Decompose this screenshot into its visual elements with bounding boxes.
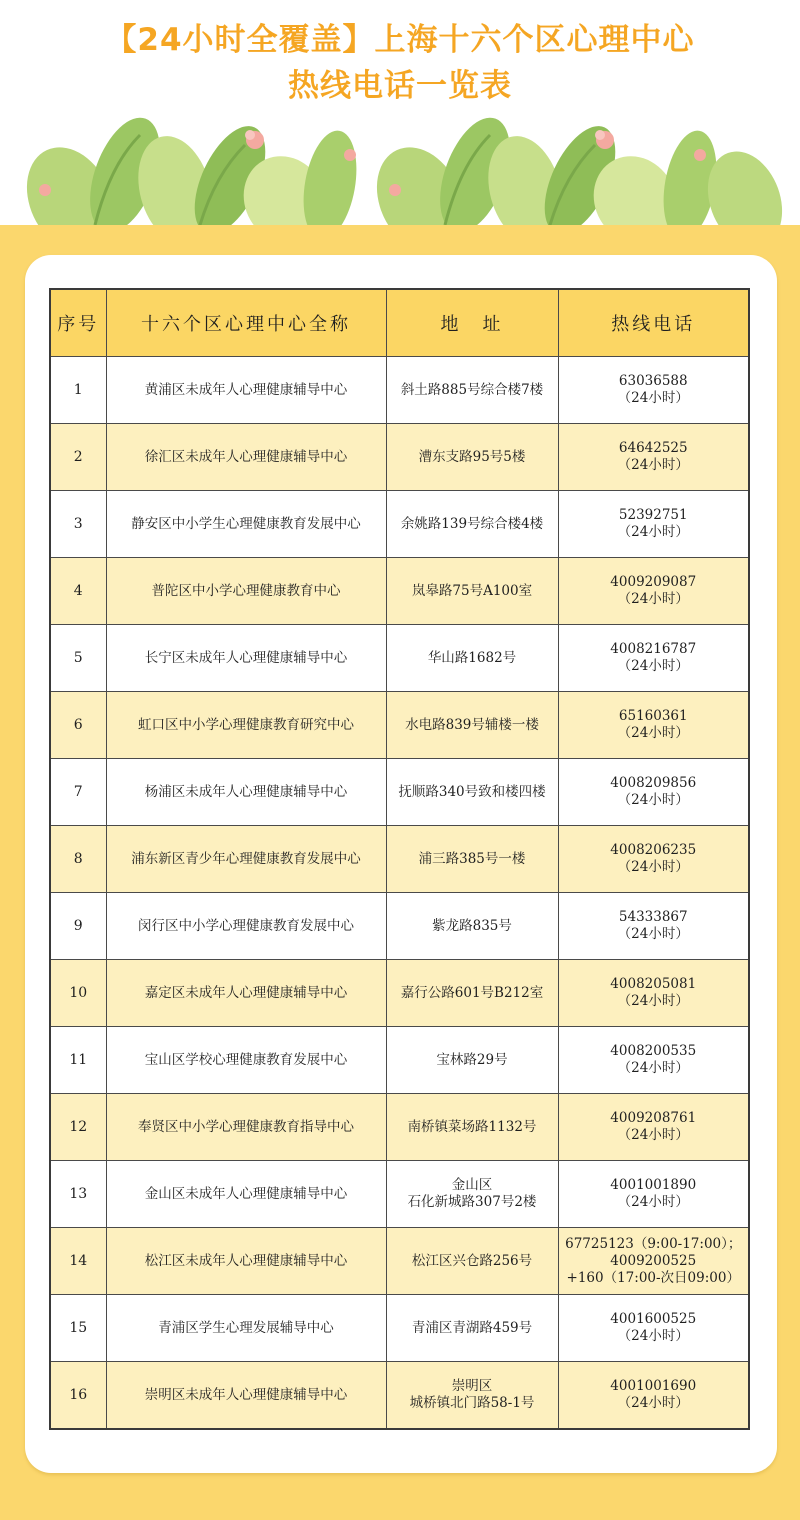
address-line: 青浦区青湖路459号 (411, 1319, 533, 1336)
center-name-cell: 宝山区学校心理健康教育发展中心 (106, 1027, 386, 1094)
center-name-cell: 闵行区中小学心理健康教育发展中心 (106, 893, 386, 960)
address-cell (386, 1161, 558, 1228)
column-header-hotline: 热线电话 (558, 289, 749, 357)
hotline-line: 4008205081 (610, 976, 697, 992)
table-row (50, 491, 749, 558)
row-number: 16 (50, 1362, 106, 1430)
hotline-line: 4008209856 (610, 775, 697, 791)
address-cell (386, 1094, 558, 1161)
hotline-line: 4001600525 (610, 1311, 697, 1327)
table-row (50, 1228, 749, 1295)
hotline-line: 67725123（9:00-17:00）； (565, 1235, 742, 1252)
center-name-cell: 普陀区中小学心理健康教育中心 (106, 558, 386, 625)
row-number: 10 (50, 960, 106, 1027)
center-name-cell: 崇明区未成年人心理健康辅导中心 (106, 1362, 386, 1430)
row-number: 7 (50, 759, 106, 826)
center-name-cell: 嘉定区未成年人心理健康辅导中心 (106, 960, 386, 1027)
hotline-line: 52392751 (618, 507, 688, 523)
address-line: 南桥镇菜场路1132号 (407, 1118, 537, 1135)
address-line: 宝林路29号 (436, 1051, 508, 1068)
table-row (50, 1027, 749, 1094)
address-cell (386, 893, 558, 960)
row-number: 3 (50, 491, 106, 558)
hotline-line: 4009200525 (610, 1252, 697, 1269)
table-row (50, 1362, 749, 1430)
address-cell (386, 558, 558, 625)
hotline-line: 4009209087 (610, 574, 697, 590)
hotline-line: +160（17:00-次日09:00） (566, 1269, 740, 1286)
table-row (50, 1295, 749, 1362)
hotline-line: （24小时） (617, 926, 689, 942)
row-number: 5 (50, 625, 106, 692)
hotline-line: （24小时） (617, 792, 689, 808)
center-name-cell: 虹口区中小学心理健康教育研究中心 (106, 692, 386, 759)
address-line: 岚皋路75号A100室 (411, 582, 533, 599)
hotline-cell (558, 826, 749, 893)
hotline-line: 54333867 (618, 909, 688, 925)
center-name-cell: 浦东新区青少年心理健康教育发展中心 (106, 826, 386, 893)
table-row (50, 893, 749, 960)
hotline-cell (558, 357, 749, 424)
table-row (50, 424, 749, 491)
hotline-cell (558, 1295, 749, 1362)
hotline-line: 63036588 (618, 373, 688, 389)
row-number: 12 (50, 1094, 106, 1161)
address-line: 松江区兴仓路256号 (411, 1252, 533, 1269)
address-cell (386, 1027, 558, 1094)
hotline-line: （24小时） (617, 1194, 689, 1210)
hotline-cell (558, 893, 749, 960)
center-name-cell: 金山区未成年人心理健康辅导中心 (106, 1161, 386, 1228)
hotline-line: （24小时） (617, 993, 689, 1009)
hotline-line: （24小时） (617, 390, 689, 406)
hotline-cell (558, 759, 749, 826)
address-cell (386, 424, 558, 491)
row-number: 14 (50, 1228, 106, 1295)
row-number: 2 (50, 424, 106, 491)
hotline-line: 4008216787 (610, 641, 697, 657)
address-line: 嘉行公路601号B212室 (400, 984, 544, 1001)
hotline-cell (558, 960, 749, 1027)
hotline-cell (558, 558, 749, 625)
center-name-cell: 静安区中小学生心理健康教育发展中心 (106, 491, 386, 558)
hotline-cell (558, 424, 749, 491)
address-line: 斜土路885号综合楼7楼 (400, 381, 544, 398)
hotline-cell (558, 1027, 749, 1094)
column-header-address: 地 址 (386, 289, 558, 357)
hotline-line: 4001001690 (610, 1378, 697, 1394)
row-number: 4 (50, 558, 106, 625)
row-number: 8 (50, 826, 106, 893)
address-line: 抚顺路340号致和楼四楼 (398, 783, 546, 800)
hotline-cell (558, 491, 749, 558)
hotline-cell (558, 1094, 749, 1161)
address-cell (386, 1295, 558, 1362)
hotline-line: （24小时） (617, 859, 689, 875)
hotline-table (49, 288, 750, 1430)
column-header-number: 序号 (50, 289, 106, 357)
address-line: 浦三路385号一楼 (418, 850, 526, 867)
hotline-line: （24小时） (617, 1328, 689, 1344)
row-number: 11 (50, 1027, 106, 1094)
address-line: 漕东支路95号5楼 (418, 448, 526, 465)
row-number: 9 (50, 893, 106, 960)
row-number: 13 (50, 1161, 106, 1228)
table-body (50, 357, 749, 1430)
hotline-line: 65160361 (618, 708, 688, 724)
address-line: 石化新城路307号2楼 (407, 1194, 537, 1210)
hotline-line: （24小时） (617, 457, 689, 473)
hotline-cell (558, 625, 749, 692)
table-row (50, 692, 749, 759)
page-title: 【24小时全覆盖】上海十六个区心理中心 (105, 22, 695, 58)
center-name-cell: 长宁区未成年人心理健康辅导中心 (106, 625, 386, 692)
row-number: 6 (50, 692, 106, 759)
address-line: 紫龙路835号 (432, 917, 512, 934)
hotline-line: 4008206235 (610, 842, 697, 858)
hotline-cell (558, 1161, 749, 1228)
hotline-line: 4009208761 (610, 1110, 697, 1126)
hotline-cell (558, 1362, 749, 1430)
hotline-line: （24小时） (617, 524, 689, 540)
table-row (50, 826, 749, 893)
hotline-cell (558, 692, 749, 759)
hotline-line: （24小时） (617, 1127, 689, 1143)
address-line: 城桥镇北门路58-1号 (409, 1395, 535, 1411)
address-cell (386, 759, 558, 826)
address-cell (386, 1228, 558, 1295)
center-name-cell: 奉贤区中小学心理健康教育指导中心 (106, 1094, 386, 1161)
center-name-cell: 黄浦区未成年人心理健康辅导中心 (106, 357, 386, 424)
address-cell (386, 826, 558, 893)
table-row (50, 625, 749, 692)
center-name-cell: 青浦区学生心理发展辅导中心 (106, 1295, 386, 1362)
header-banner (0, 0, 800, 225)
hotline-line: 64642525 (618, 440, 688, 456)
address-cell (386, 491, 558, 558)
center-name-cell: 徐汇区未成年人心理健康辅导中心 (106, 424, 386, 491)
table-row (50, 1161, 749, 1228)
row-number: 1 (50, 357, 106, 424)
hotline-line: （24小时） (617, 725, 689, 741)
center-name-cell: 杨浦区未成年人心理健康辅导中心 (106, 759, 386, 826)
address-line: 水电路839号辅楼一楼 (405, 716, 539, 733)
table-row (50, 960, 749, 1027)
table-row (50, 759, 749, 826)
hotline-cell (558, 1228, 749, 1295)
center-name-cell: 松江区未成年人心理健康辅导中心 (106, 1228, 386, 1295)
table-row (50, 357, 749, 424)
address-line: 金山区 (451, 1177, 493, 1193)
row-number: 15 (50, 1295, 106, 1362)
page-subtitle: 热线电话一览表 (288, 68, 512, 104)
hotline-line: 4001001890 (610, 1177, 697, 1193)
address-cell (386, 960, 558, 1027)
hotline-line: （24小时） (617, 1395, 689, 1411)
address-cell (386, 357, 558, 424)
address-line: 余姚路139号综合楼4楼 (400, 515, 544, 532)
column-header-center-name: 十六个区心理中心全称 (106, 289, 386, 357)
address-cell (386, 1362, 558, 1430)
address-line: 崇明区 (451, 1378, 493, 1394)
hotline-line: （24小时） (617, 591, 689, 607)
hotline-line: （24小时） (617, 658, 689, 674)
table-header-row (50, 289, 749, 357)
address-line: 华山路1682号 (427, 649, 517, 666)
address-cell (386, 692, 558, 759)
hotline-line: 4008200535 (610, 1043, 697, 1059)
address-cell (386, 625, 558, 692)
plant-decoration-illustration (0, 105, 800, 230)
hotline-line: （24小时） (617, 1060, 689, 1076)
table-row (50, 558, 749, 625)
table-row (50, 1094, 749, 1161)
